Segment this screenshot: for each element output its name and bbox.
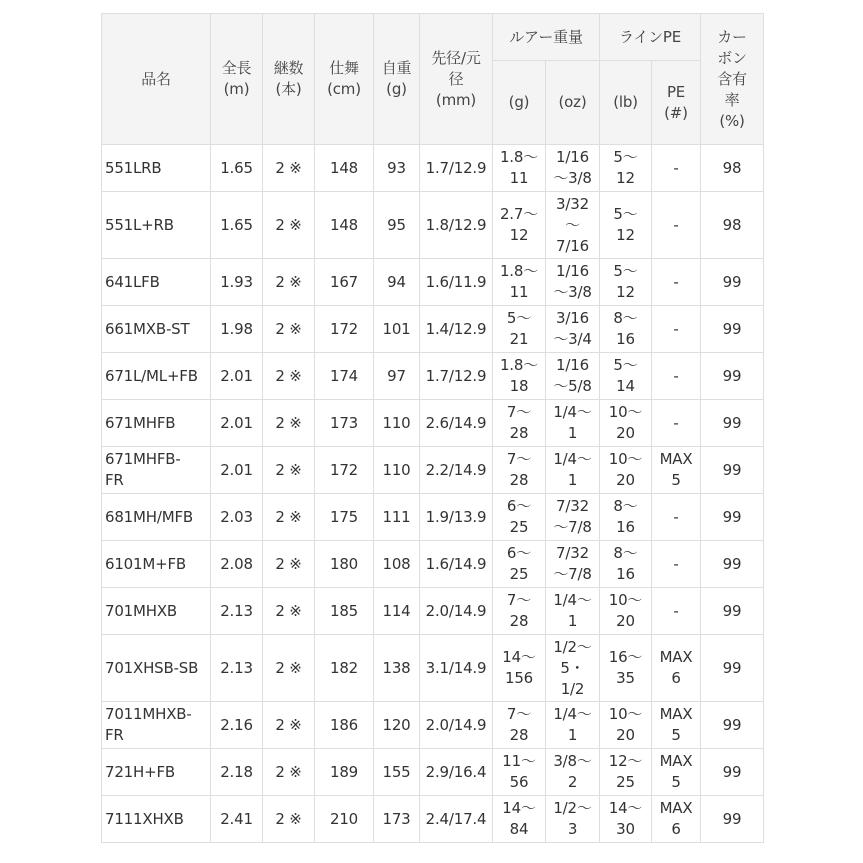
cell-carbon: 98 — [701, 192, 764, 259]
cell-name: 6101M+FB — [102, 541, 211, 588]
cell-name: 641LFB — [102, 259, 211, 306]
cell-closed-length: 174 — [315, 353, 374, 400]
cell-closed-length: 172 — [315, 447, 374, 494]
cell-diameter: 2.6/14.9 — [420, 400, 493, 447]
cell-line-pe: - — [652, 494, 701, 541]
cell-diameter: 1.4/12.9 — [420, 306, 493, 353]
cell-carbon: 99 — [701, 400, 764, 447]
cell-lure-oz: 1/4～ 1 — [546, 400, 600, 447]
cell-diameter: 1.6/14.9 — [420, 541, 493, 588]
cell-diameter: 1.9/13.9 — [420, 494, 493, 541]
cell-line-lb: 8～ 16 — [600, 541, 652, 588]
cell-length: 2.13 — [211, 588, 263, 635]
cell-closed-length: 210 — [315, 796, 374, 843]
cell-lure-oz: 1/4～ 1 — [546, 588, 600, 635]
cell-pieces: 2 ※ — [263, 702, 315, 749]
cell-weight: 114 — [374, 588, 420, 635]
cell-weight: 111 — [374, 494, 420, 541]
cell-diameter: 2.2/14.9 — [420, 447, 493, 494]
table-row — [102, 494, 764, 541]
table-row — [102, 749, 764, 796]
cell-lure-oz: 1/16 ～3/8 — [546, 145, 600, 192]
cell-carbon: 99 — [701, 494, 764, 541]
cell-line-lb: 16～ 35 — [600, 635, 652, 702]
cell-length: 2.01 — [211, 353, 263, 400]
cell-length: 2.01 — [211, 447, 263, 494]
cell-carbon: 99 — [701, 635, 764, 702]
cell-diameter: 1.7/12.9 — [420, 353, 493, 400]
cell-line-pe: - — [652, 306, 701, 353]
cell-line-pe: MAX 6 — [652, 635, 701, 702]
cell-pieces: 2 ※ — [263, 400, 315, 447]
cell-name: 671MHFB- FR — [102, 447, 211, 494]
table-row — [102, 702, 764, 749]
cell-line-lb: 12～ 25 — [600, 749, 652, 796]
cell-lure-g: 14～ 156 — [493, 635, 546, 702]
cell-carbon: 98 — [701, 145, 764, 192]
cell-length: 2.13 — [211, 635, 263, 702]
cell-lure-g: 1.8～ 11 — [493, 145, 546, 192]
table-row — [102, 259, 764, 306]
table-row — [102, 796, 764, 843]
cell-diameter: 1.7/12.9 — [420, 145, 493, 192]
cell-pieces: 2 ※ — [263, 796, 315, 843]
cell-line-pe: - — [652, 192, 701, 259]
cell-length: 1.98 — [211, 306, 263, 353]
table-row — [102, 635, 764, 702]
cell-lure-oz: 1/4～ 1 — [546, 447, 600, 494]
cell-length: 2.01 — [211, 400, 263, 447]
table-row — [102, 145, 764, 192]
header-weight: 自重 (g) — [374, 14, 420, 145]
cell-line-lb: 10～ 20 — [600, 447, 652, 494]
cell-pieces: 2 ※ — [263, 494, 315, 541]
cell-carbon: 99 — [701, 541, 764, 588]
cell-weight: 155 — [374, 749, 420, 796]
cell-length: 2.18 — [211, 749, 263, 796]
cell-line-lb: 5～ 12 — [600, 259, 652, 306]
cell-lure-g: 7～ 28 — [493, 447, 546, 494]
cell-lure-oz: 1/2～ 3 — [546, 796, 600, 843]
cell-closed-length: 148 — [315, 192, 374, 259]
cell-lure-g: 14～ 84 — [493, 796, 546, 843]
header-lure-weight: ルアー重量 — [493, 14, 600, 61]
cell-name: 7111XHXB — [102, 796, 211, 843]
cell-line-pe: MAX 5 — [652, 447, 701, 494]
cell-weight: 95 — [374, 192, 420, 259]
cell-line-lb: 5～ 12 — [600, 145, 652, 192]
cell-lure-g: 7～ 28 — [493, 702, 546, 749]
header-lure-oz: (oz) — [546, 61, 600, 145]
cell-line-pe: MAX 5 — [652, 702, 701, 749]
cell-lure-g: 6～ 25 — [493, 541, 546, 588]
header-line-pe-number: PE (#) — [652, 61, 701, 145]
cell-line-pe: MAX 5 — [652, 749, 701, 796]
cell-line-lb: 8～ 16 — [600, 306, 652, 353]
cell-lure-oz: 7/32 ～7/8 — [546, 541, 600, 588]
cell-name: 661MXB-ST — [102, 306, 211, 353]
cell-carbon: 99 — [701, 306, 764, 353]
cell-closed-length: 186 — [315, 702, 374, 749]
cell-weight: 120 — [374, 702, 420, 749]
cell-lure-oz: 3/8～ 2 — [546, 749, 600, 796]
cell-length: 2.41 — [211, 796, 263, 843]
cell-carbon: 99 — [701, 259, 764, 306]
cell-name: 721H+FB — [102, 749, 211, 796]
cell-line-pe: MAX 6 — [652, 796, 701, 843]
cell-pieces: 2 ※ — [263, 635, 315, 702]
cell-pieces: 2 ※ — [263, 541, 315, 588]
cell-closed-length: 182 — [315, 635, 374, 702]
cell-line-pe: - — [652, 145, 701, 192]
cell-carbon: 99 — [701, 796, 764, 843]
cell-line-lb: 14～ 30 — [600, 796, 652, 843]
cell-diameter: 1.8/12.9 — [420, 192, 493, 259]
cell-name: 671L/ML+FB — [102, 353, 211, 400]
cell-weight: 138 — [374, 635, 420, 702]
cell-lure-g: 1.8～ 18 — [493, 353, 546, 400]
cell-closed-length: 189 — [315, 749, 374, 796]
cell-lure-g: 7～ 28 — [493, 400, 546, 447]
cell-weight: 110 — [374, 447, 420, 494]
cell-weight: 108 — [374, 541, 420, 588]
cell-line-lb: 5～ 14 — [600, 353, 652, 400]
cell-lure-oz: 7/32 ～7/8 — [546, 494, 600, 541]
header-lure-g: (g) — [493, 61, 546, 145]
cell-name: 701XHSB-SB — [102, 635, 211, 702]
header-length: 全長 (m) — [211, 14, 263, 145]
cell-line-pe: - — [652, 588, 701, 635]
table-row — [102, 447, 764, 494]
header-carbon: カー ボン 含有 率 (%) — [701, 14, 764, 145]
cell-diameter: 2.0/14.9 — [420, 702, 493, 749]
cell-weight: 93 — [374, 145, 420, 192]
cell-name: 671MHFB — [102, 400, 211, 447]
cell-line-lb: 10～ 20 — [600, 588, 652, 635]
cell-length: 2.08 — [211, 541, 263, 588]
cell-weight: 97 — [374, 353, 420, 400]
header-line-lb: (lb) — [600, 61, 652, 145]
cell-line-lb: 10～ 20 — [600, 702, 652, 749]
header-name: 品名 — [102, 14, 211, 145]
cell-lure-g: 11～ 56 — [493, 749, 546, 796]
cell-length: 1.65 — [211, 145, 263, 192]
cell-lure-oz: 3/32 ～ 7/16 — [546, 192, 600, 259]
cell-pieces: 2 ※ — [263, 588, 315, 635]
cell-name: 7011MHXB- FR — [102, 702, 211, 749]
cell-diameter: 2.4/17.4 — [420, 796, 493, 843]
cell-lure-oz: 3/16 ～3/4 — [546, 306, 600, 353]
cell-lure-oz: 1/4～ 1 — [546, 702, 600, 749]
cell-lure-g: 5～ 21 — [493, 306, 546, 353]
cell-line-pe: - — [652, 259, 701, 306]
table-row — [102, 353, 764, 400]
cell-lure-g: 7～ 28 — [493, 588, 546, 635]
cell-carbon: 99 — [701, 447, 764, 494]
cell-closed-length: 185 — [315, 588, 374, 635]
cell-weight: 173 — [374, 796, 420, 843]
table-row — [102, 541, 764, 588]
cell-pieces: 2 ※ — [263, 259, 315, 306]
cell-name: 701MHXB — [102, 588, 211, 635]
cell-lure-g: 6～ 25 — [493, 494, 546, 541]
cell-line-lb: 10～ 20 — [600, 400, 652, 447]
spec-table-body — [102, 145, 764, 843]
cell-diameter: 1.6/11.9 — [420, 259, 493, 306]
table-row — [102, 192, 764, 259]
cell-lure-g: 1.8～ 11 — [493, 259, 546, 306]
cell-closed-length: 172 — [315, 306, 374, 353]
table-row — [102, 400, 764, 447]
header-pieces: 継数 (本) — [263, 14, 315, 145]
cell-pieces: 2 ※ — [263, 192, 315, 259]
cell-carbon: 99 — [701, 588, 764, 635]
header-diameter: 先径/元 径 (mm) — [420, 14, 493, 145]
cell-diameter: 3.1/14.9 — [420, 635, 493, 702]
cell-line-pe: - — [652, 400, 701, 447]
cell-carbon: 99 — [701, 353, 764, 400]
cell-pieces: 2 ※ — [263, 145, 315, 192]
cell-pieces: 2 ※ — [263, 353, 315, 400]
cell-weight: 101 — [374, 306, 420, 353]
cell-lure-g: 2.7～ 12 — [493, 192, 546, 259]
table-row — [102, 306, 764, 353]
cell-line-lb: 5～ 12 — [600, 192, 652, 259]
cell-length: 2.16 — [211, 702, 263, 749]
cell-line-pe: - — [652, 353, 701, 400]
cell-carbon: 99 — [701, 749, 764, 796]
table-row — [102, 588, 764, 635]
header-closed-length: 仕舞 (cm) — [315, 14, 374, 145]
cell-pieces: 2 ※ — [263, 306, 315, 353]
cell-length: 1.65 — [211, 192, 263, 259]
header-line-pe: ラインPE — [600, 14, 701, 61]
cell-diameter: 2.9/16.4 — [420, 749, 493, 796]
cell-closed-length: 148 — [315, 145, 374, 192]
cell-closed-length: 175 — [315, 494, 374, 541]
cell-pieces: 2 ※ — [263, 749, 315, 796]
cell-length: 2.03 — [211, 494, 263, 541]
cell-closed-length: 180 — [315, 541, 374, 588]
cell-diameter: 2.0/14.9 — [420, 588, 493, 635]
cell-length: 1.93 — [211, 259, 263, 306]
cell-name: 551L+RB — [102, 192, 211, 259]
cell-lure-oz: 1/16 ～3/8 — [546, 259, 600, 306]
cell-lure-oz: 1/2～ 5・ 1/2 — [546, 635, 600, 702]
cell-lure-oz: 1/16 ～5/8 — [546, 353, 600, 400]
cell-closed-length: 173 — [315, 400, 374, 447]
cell-name: 551LRB — [102, 145, 211, 192]
cell-name: 681MH/MFB — [102, 494, 211, 541]
cell-weight: 110 — [374, 400, 420, 447]
rod-spec-table — [101, 13, 764, 843]
cell-line-lb: 8～ 16 — [600, 494, 652, 541]
cell-carbon: 99 — [701, 702, 764, 749]
cell-line-pe: - — [652, 541, 701, 588]
cell-weight: 94 — [374, 259, 420, 306]
cell-closed-length: 167 — [315, 259, 374, 306]
cell-pieces: 2 ※ — [263, 447, 315, 494]
